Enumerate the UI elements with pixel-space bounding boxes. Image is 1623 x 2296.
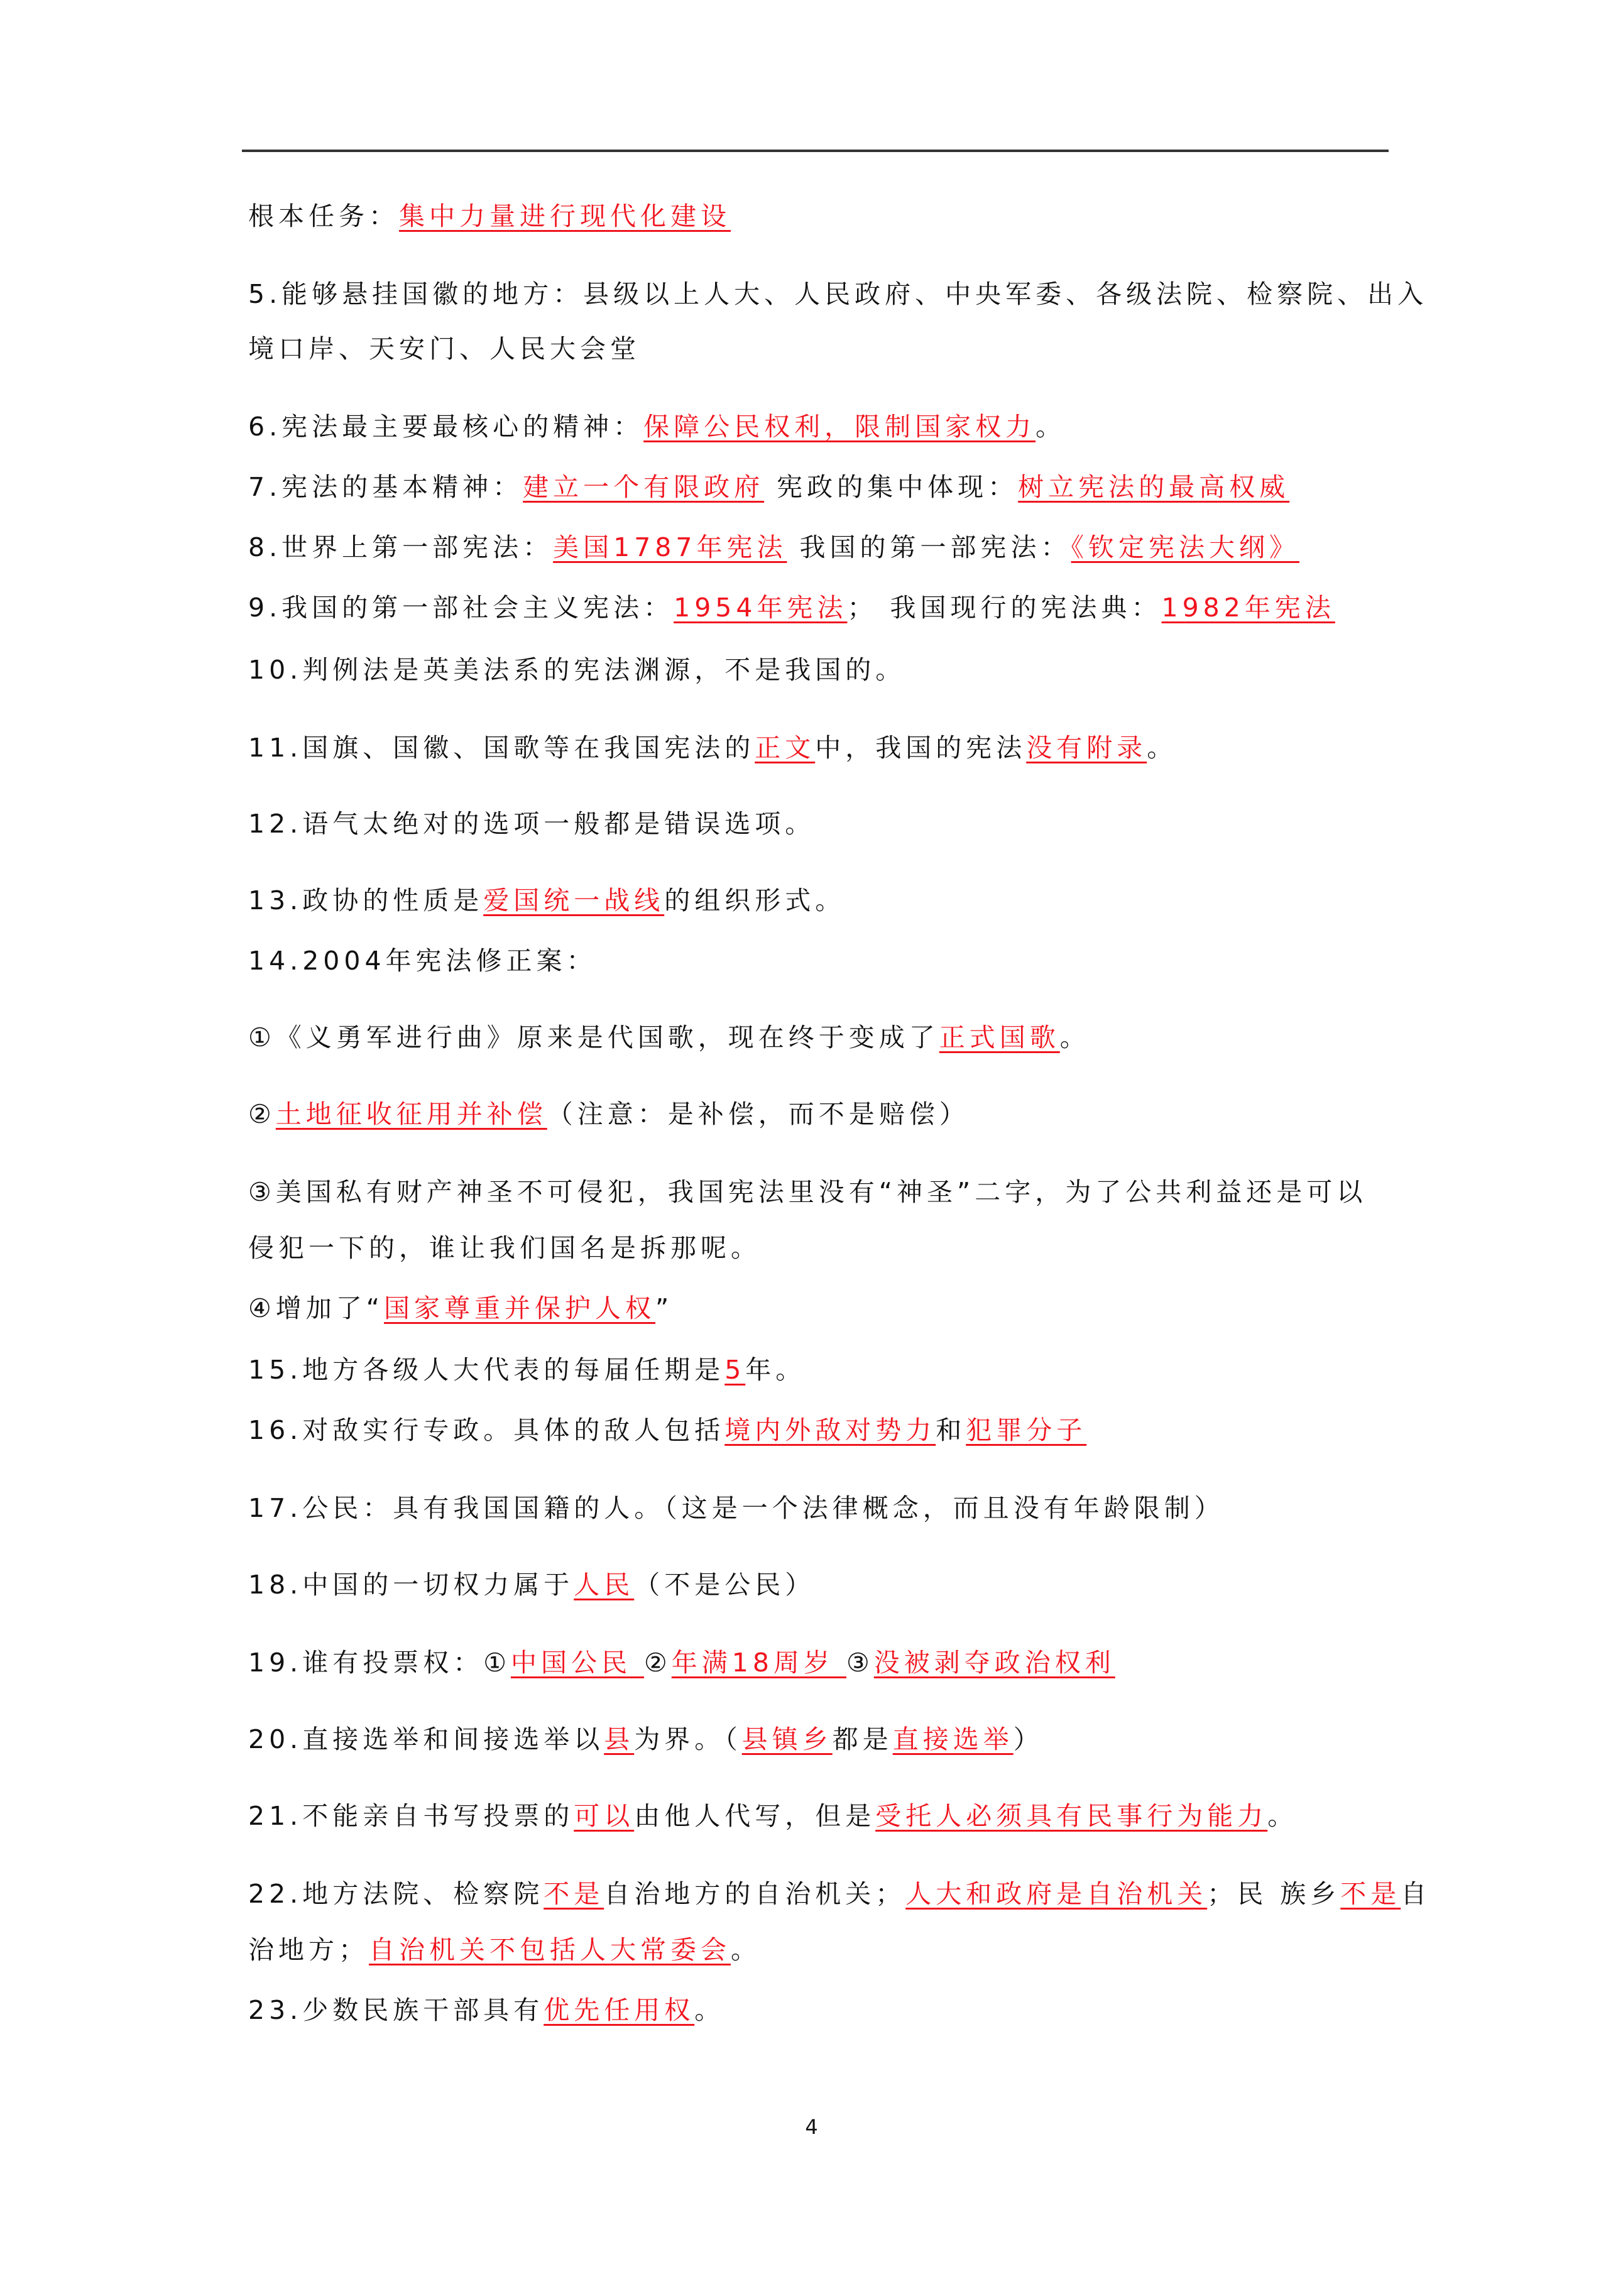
text-segment: 和 <box>936 1415 966 1445</box>
text-line <box>248 1411 1086 1449</box>
text-line <box>248 589 1335 626</box>
text-segment: ” <box>655 1293 674 1323</box>
highlighted-answer: 没有附录 <box>1026 733 1147 763</box>
text-segment: 16.对敌实行专政。具体的敌人包括 <box>248 1415 725 1445</box>
text-segment: 6.宪法最主要最核心的精神： <box>248 412 644 442</box>
text-segment: 治地方； <box>248 1935 369 1965</box>
text-segment: 20.直接选举和间接选举以 <box>248 1724 604 1754</box>
text-line <box>248 1173 1367 1211</box>
text-segment: 10.判例法是英美法系的宪法渊源，不是我国的。 <box>248 655 906 685</box>
text-segment: 23.少数民族干部具有 <box>248 1995 544 2025</box>
highlighted-answer: 国家尊重并保护人权 <box>384 1293 655 1323</box>
text-segment: （不是公民） <box>634 1570 816 1600</box>
text-segment: 17.公民：具有我国国籍的人。（这是一个法律概念，而且没有年龄限制） <box>248 1493 1225 1523</box>
text-segment: 为界。（ <box>634 1724 742 1754</box>
highlighted-answer: 境内外敌对势力 <box>724 1415 936 1445</box>
text-segment: 11.国旗、国徽、国歌等在我国宪法的 <box>248 733 755 763</box>
highlighted-answer: 土地征收征用并补偿 <box>275 1099 547 1129</box>
highlighted-answer: 年满18周岁 <box>671 1648 846 1678</box>
text-line <box>248 1019 1090 1056</box>
text-segment: 13.政协的性质是 <box>248 885 484 916</box>
text-line <box>248 1644 1115 1681</box>
text-segment: 根本任务： <box>248 201 399 231</box>
text-line <box>248 330 640 368</box>
highlighted-answer: 正式国歌 <box>939 1022 1060 1052</box>
text-segment: ； 我国现行的宪法典： <box>847 593 1162 623</box>
highlighted-answer: 县 <box>604 1724 635 1754</box>
highlighted-answer: 直接选举 <box>892 1724 1014 1754</box>
highlighted-answer: 受托人必须具有民事行为能力 <box>875 1801 1268 1831</box>
text-segment: 5.能够悬挂国徽的地方：县级以上人大、人民政府、中央军委、各级法院、检察院、出入 <box>248 279 1428 309</box>
text-segment: 境口岸、天安门、人民大会堂 <box>248 334 640 364</box>
text-line <box>248 468 1289 506</box>
text-segment: 侵犯一下的，谁让我们国名是拆那呢。 <box>248 1233 761 1263</box>
text-line <box>248 275 1428 313</box>
highlighted-answer: 自治机关不包括人大常委会 <box>369 1935 731 1965</box>
text-segment: （注意：是补偿，而不是赔偿） <box>547 1099 970 1129</box>
text-segment: 12.语气太绝对的选项一般都是错误选项。 <box>248 809 816 839</box>
highlighted-answer: 1954年宪法 <box>674 593 848 623</box>
text-segment: 15.地方各级人大代表的每届任期是 <box>248 1355 725 1385</box>
text-segment: 的组织形式。 <box>664 885 846 916</box>
highlighted-answer: 优先任用权 <box>544 1995 695 2025</box>
text-line <box>248 1931 761 1969</box>
highlighted-answer: 人大和政府是自治机关 <box>905 1879 1208 1909</box>
highlighted-answer: 人民 <box>574 1570 635 1600</box>
text-segment: 7.宪法的基本精神： <box>248 472 523 502</box>
text-segment: 。 <box>1267 1801 1298 1831</box>
highlighted-answer: 县镇乡 <box>741 1724 833 1754</box>
text-line <box>248 1289 673 1327</box>
highlighted-answer: 树立宪法的最高权威 <box>1018 472 1290 502</box>
text-segment: ② <box>248 1099 276 1129</box>
text-segment: 宪政的集中体现： <box>764 472 1019 502</box>
highlighted-answer: 没被剥夺政治权利 <box>873 1648 1115 1678</box>
page-number: 4 <box>805 2115 818 2139</box>
text-segment: ③ <box>846 1648 874 1678</box>
text-segment: ；民 族乡 <box>1207 1879 1341 1909</box>
text-segment: 14.2004年宪法修正案： <box>248 946 597 976</box>
text-line <box>248 882 845 919</box>
highlighted-answer: 保障公民权利，限制国家权力 <box>643 412 1036 442</box>
text-line <box>248 197 731 235</box>
text-line <box>248 1229 761 1267</box>
text-line <box>248 1720 1044 1758</box>
text-segment: 都是 <box>832 1724 893 1754</box>
header-rule <box>242 150 1389 152</box>
highlighted-answer: 美国1787年宪法 <box>553 532 787 562</box>
highlighted-answer: 建立一个有限政府 <box>523 472 765 502</box>
text-segment: 中，我国的宪法 <box>815 733 1027 763</box>
text-line <box>248 805 815 843</box>
text-line <box>248 1489 1225 1527</box>
text-segment: 21.不能亲自书写投票的 <box>248 1801 574 1831</box>
text-segment: 自 <box>1401 1879 1431 1909</box>
text-segment: ④增加了“ <box>248 1293 384 1323</box>
text-segment: 。 <box>1036 412 1066 442</box>
text-segment: 。 <box>694 1995 725 2025</box>
text-line <box>248 1991 724 2029</box>
text-line <box>248 651 905 689</box>
text-segment: 由他人代写，但是 <box>634 1801 876 1831</box>
text-segment: ② <box>644 1648 672 1678</box>
text-line <box>248 1351 806 1389</box>
highlighted-answer: 犯罪分子 <box>966 1415 1087 1445</box>
text-segment: ） <box>1013 1724 1044 1754</box>
highlighted-answer: 《钦定宪法大纲》 <box>1071 532 1300 562</box>
highlighted-answer: 不是 <box>544 1879 604 1909</box>
text-line <box>248 1875 1431 1913</box>
text-segment: 我国的第一部宪法： <box>787 532 1071 562</box>
highlighted-answer: 1982年宪法 <box>1161 593 1335 623</box>
text-segment: ③美国私有财产神圣不可侵犯，我国宪法里没有“神圣”二字，为了公共利益还是可以 <box>248 1177 1367 1207</box>
highlighted-answer: 5 <box>724 1355 746 1385</box>
highlighted-answer: 不是 <box>1340 1879 1401 1909</box>
text-line <box>248 408 1066 446</box>
text-line <box>248 1797 1298 1835</box>
text-line <box>248 942 597 980</box>
highlighted-answer: 正文 <box>755 733 816 763</box>
highlighted-answer: 集中力量进行现代化建设 <box>399 201 731 231</box>
text-segment: 年。 <box>745 1355 806 1385</box>
text-segment: 18.中国的一切权力属于 <box>248 1570 574 1600</box>
text-segment: 自治地方的自治机关； <box>604 1879 906 1909</box>
text-segment: 19.谁有投票权：① <box>248 1648 511 1678</box>
text-segment: 8.世界上第一部宪法： <box>248 532 554 562</box>
highlighted-answer: 爱国统一战线 <box>483 885 665 916</box>
text-segment: 。 <box>731 1935 761 1965</box>
text-line <box>248 1566 815 1604</box>
text-line <box>248 729 1177 767</box>
highlighted-answer: 可以 <box>574 1801 635 1831</box>
highlighted-answer: 中国公民 <box>510 1648 645 1678</box>
text-segment: 22.地方法院、检察院 <box>248 1879 544 1909</box>
text-segment: 9.我国的第一部社会主义宪法： <box>248 593 674 623</box>
text-line <box>248 528 1299 566</box>
text-segment: 。 <box>1059 1022 1090 1052</box>
text-line <box>248 1095 970 1133</box>
text-segment: ①《义勇军进行曲》原来是代国歌，现在终于变成了 <box>248 1022 939 1052</box>
text-segment: 。 <box>1147 733 1178 763</box>
